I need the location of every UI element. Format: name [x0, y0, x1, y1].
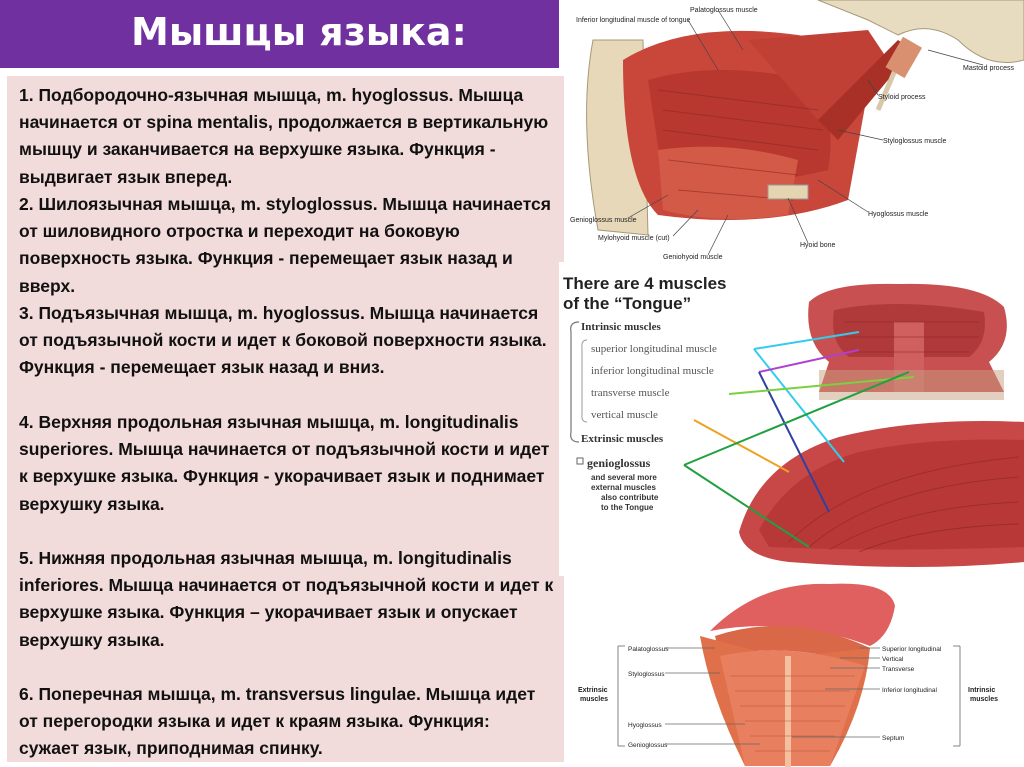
- right-label-vertical: Vertical: [882, 656, 904, 663]
- right-group-2: muscles: [970, 696, 999, 703]
- text-panel: [7, 76, 564, 762]
- left-label-styloglossus: Styloglossus: [628, 671, 665, 678]
- paragraph-inf-longitudinal: 5. Нижняя продольная язычная мышца, m. longitudinalis inferiores. Мышца начинается от подъязычной кости и идет к верхушке языка. Функция – укорачивает язык и опускает верхушку языка.: [19, 548, 554, 650]
- paragraph-genioglossus: 1. Подбородочно-язычная мышца, m. hyoglossus. Мышца начинается от spina mentalis, продолжается в вертикальную мышцу и заканчивается на верхушке языка. Функция - выдвигает язык вперед.: [19, 85, 549, 187]
- paragraph-styloglossus: 2. Шилоязычная мышца, m. styloglossus. Мышца начинается от шиловидного отростка и переходит на боковую поверхность языка. Функция - перемещает язык назад и вверх.: [19, 194, 551, 296]
- label-mylohyoid: Mylohyoid muscle (cut): [598, 235, 670, 242]
- extrinsic-heading: Extrinsic muscles: [581, 433, 664, 445]
- label-palatoglossus: Palatoglossus muscle: [690, 7, 758, 14]
- left-group-2: muscles: [580, 696, 609, 703]
- figure-lateral-view: [568, 0, 1024, 262]
- intrinsic-item-inferior: inferior longitudinal muscle: [591, 365, 714, 377]
- note-line-1: and several more: [591, 473, 657, 482]
- label-mastoid: Mastoid process: [963, 65, 1014, 72]
- right-label-sup-long: Superior longitudinal: [882, 646, 942, 653]
- label-genioglossus: Genioglossus muscle: [570, 217, 637, 224]
- left-label-genioglossus: Genioglossus: [628, 742, 668, 749]
- left-label-hyoglossus: Hyoglossus: [628, 722, 662, 729]
- intrinsic-item-transverse: transverse muscle: [591, 387, 670, 399]
- intrinsic-item-superior: superior longitudinal muscle: [591, 343, 717, 355]
- label-hyoid: Hyoid bone: [800, 242, 836, 249]
- note-line-2: external muscles: [591, 483, 656, 492]
- label-geniohyoid: Geniohyoid muscle: [663, 254, 723, 261]
- slide-title: Мышцы языка:: [131, 10, 467, 54]
- paragraph-sup-longitudinal: 4. Верхняя продольная язычная мышца, m. longitudinalis superiores. Мышца начинается от подъязычной кости и идет к верхушке языка. Функция - укорачивает язык и поднимает верхушку языка.: [19, 412, 550, 514]
- note-line-4: to the Tongue: [601, 503, 654, 512]
- label-styloglossus: Styloglossus muscle: [883, 138, 947, 145]
- figure2-heading-2: of the “Tongue”: [563, 294, 692, 313]
- label-styloid: Styloid process: [878, 94, 926, 101]
- intrinsic-item-vertical: vertical muscle: [591, 409, 658, 421]
- right-label-transverse: Transverse: [882, 666, 915, 673]
- label-hyoglossus: Hyoglossus muscle: [868, 211, 929, 218]
- left-label-palatoglossus: Palatoglossus: [628, 646, 669, 653]
- paragraph-hyoglossus: 3. Подъязычная мышца, m. hyoglossus. Мышца начинается от подъязычной кости и идет к боковой поверхности языка. Функция - перемещает язык назад и вниз.: [19, 303, 547, 378]
- title-bar: [0, 0, 559, 68]
- figure-four-muscles: [559, 262, 1024, 576]
- right-group-1: Intrinsic: [968, 687, 996, 694]
- label-inferior-longitudinal: Inferior longitudinal muscle of tongue: [576, 17, 691, 24]
- right-label-inf-long: Inferior longitudinal: [882, 687, 937, 694]
- right-label-septum: Septum: [882, 735, 905, 742]
- paragraph-transverse: 6. Поперечная мышца, m. transversus lingulae. Мышца идет от перегородки языка и идет к краям языка. Функция: сужает язык, приподнимая спинку.: [19, 684, 536, 759]
- left-group-1: Extrinsic: [578, 687, 608, 694]
- intrinsic-heading: Intrinsic muscles: [581, 321, 661, 333]
- note-line-3: also contribute: [601, 493, 659, 502]
- figure2-heading-1: There are 4 muscles: [563, 274, 727, 293]
- genioglossus-label: genioglossus: [587, 456, 651, 470]
- figure-coronal-section: [570, 576, 1024, 767]
